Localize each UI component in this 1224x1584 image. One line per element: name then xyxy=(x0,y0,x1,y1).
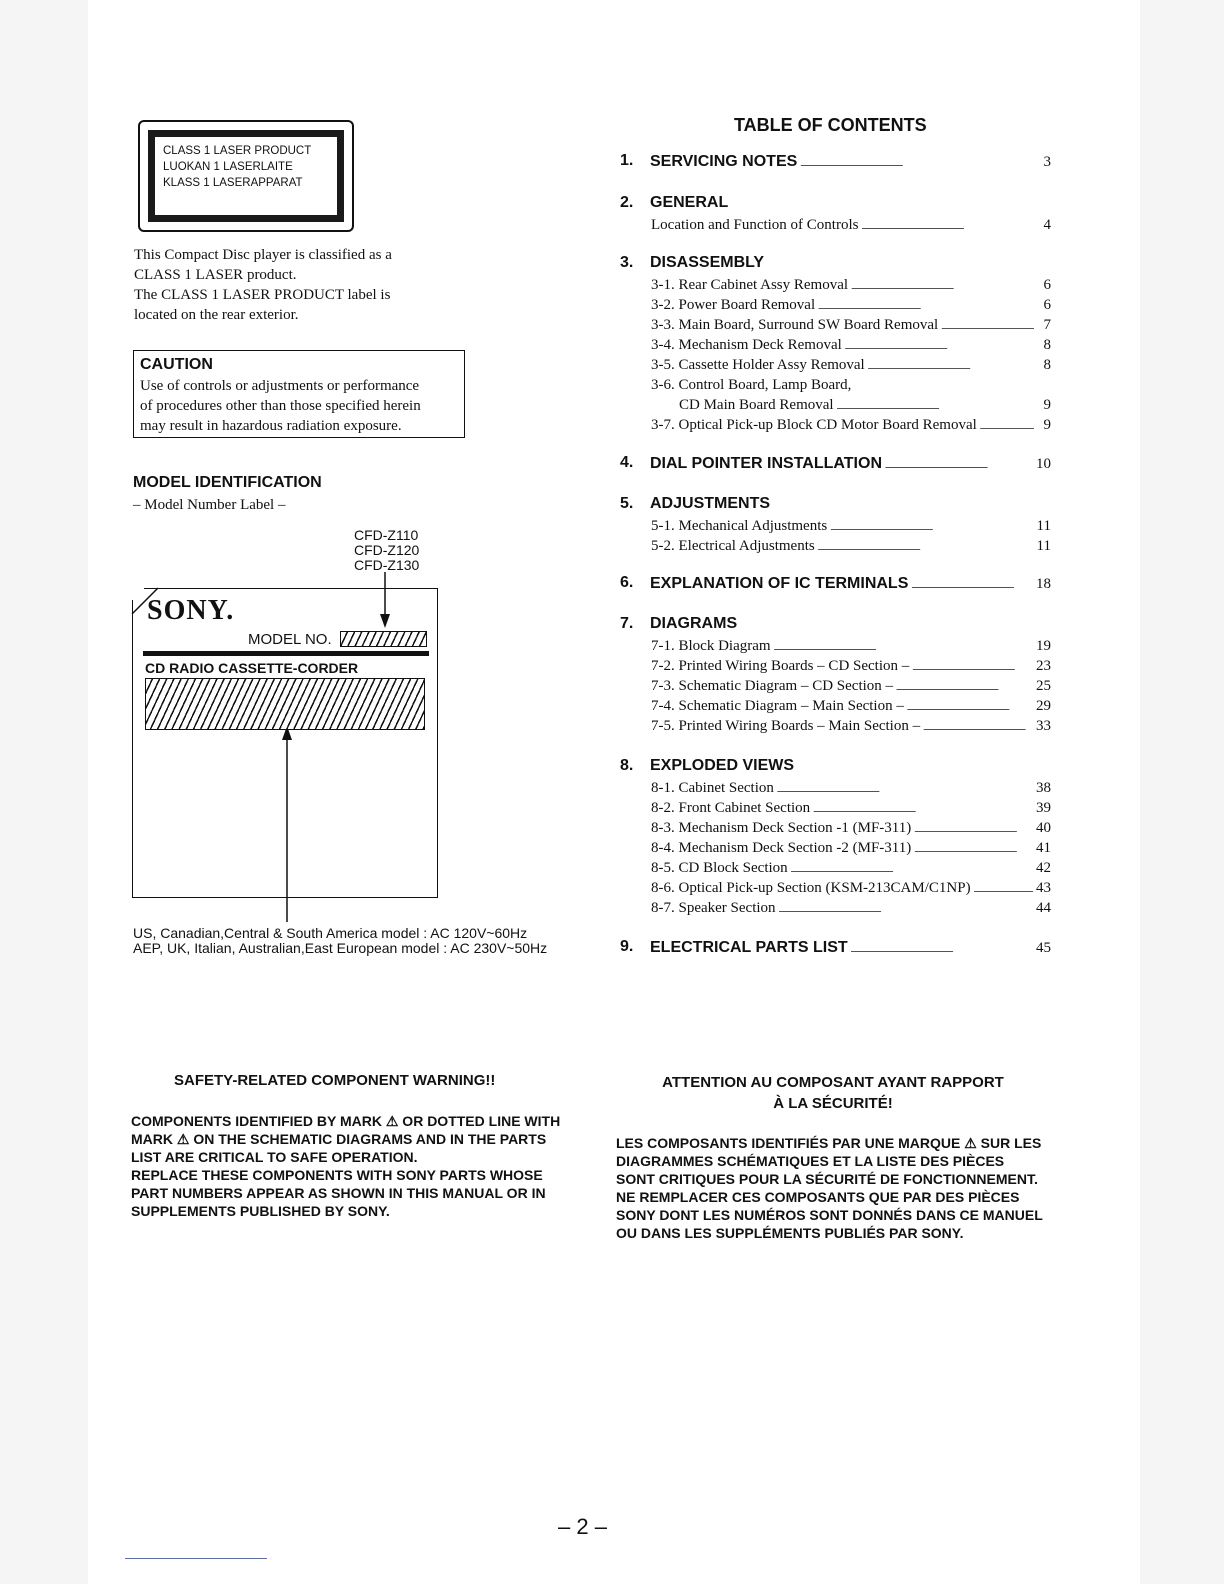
paragraph-line: located on the rear exterior. xyxy=(134,307,299,323)
toc-leader-dots xyxy=(791,858,1033,880)
warning-line: PART NUMBERS APPEAR AS SHOWN IN THIS MANUAL OR IN xyxy=(131,1185,546,1201)
toc-page-number: 23 xyxy=(1036,658,1051,674)
toc-item[interactable] xyxy=(651,355,1051,377)
model-identification-heading: MODEL IDENTIFICATION xyxy=(133,474,322,491)
toc-item[interactable] xyxy=(651,656,1051,678)
toc-item-label: 5-2. Electrical Adjustments xyxy=(651,538,815,554)
toc-item[interactable] xyxy=(651,696,1051,718)
toc-item-label: 7-2. Printed Wiring Boards – CD Section – xyxy=(651,658,910,674)
toc-leader-dots xyxy=(907,696,1033,718)
toc-leader-dots xyxy=(800,152,1034,174)
toc-leader-dots xyxy=(830,516,1033,538)
model-name: CFD-Z130 xyxy=(354,557,420,573)
toc-item-label: 3-6. Control Board, Lamp Board, xyxy=(651,377,852,393)
toc-section-number: 4. xyxy=(620,454,634,471)
model-name: CFD-Z110 xyxy=(354,527,419,543)
toc-leader-dots xyxy=(851,275,1034,297)
toc-leader-dots xyxy=(818,295,1034,317)
toc-page-number: 40 xyxy=(1036,820,1051,836)
toc-page-number: 6 xyxy=(1043,297,1051,313)
toc-item[interactable] xyxy=(651,838,1051,860)
scan-artefact-line xyxy=(125,1558,267,1559)
toc-section-title[interactable]: GENERAL xyxy=(650,194,729,211)
toc-section-title: DIAL POINTER INSTALLATION xyxy=(650,455,882,472)
toc-item-label: 8-4. Mechanism Deck Section -2 (MF-311) xyxy=(651,840,912,856)
toc-page-number: 39 xyxy=(1036,800,1051,816)
toc-page-number: 19 xyxy=(1036,638,1051,654)
toc-item[interactable] xyxy=(651,898,1051,920)
toc-page-number: 8 xyxy=(1043,357,1051,373)
toc-item[interactable] xyxy=(651,778,1051,800)
toc-page-number: 45 xyxy=(1036,940,1051,956)
toc-item[interactable] xyxy=(651,315,1051,337)
toc-leader-dots xyxy=(941,315,1034,337)
toc-leader-dots xyxy=(923,716,1033,738)
caution-title: CAUTION xyxy=(140,356,213,373)
toc-item[interactable] xyxy=(651,636,1051,658)
toc-item[interactable] xyxy=(651,516,1051,538)
warning-line: SONY DONT LES NUMÉROS SONT DONNÉS DANS CE MANUEL xyxy=(616,1207,1043,1223)
toc-leader-dots xyxy=(914,838,1033,860)
toc-section-number: 3. xyxy=(620,254,634,271)
toc-item-label: 8-6. Optical Pick-up Section (KSM-213CAM/C1NP) xyxy=(651,880,971,896)
toc-item-label: 7-1. Block Diagram xyxy=(651,638,771,654)
toc-section-title[interactable]: EXPLODED VIEWS xyxy=(650,757,795,774)
toc-page-number: 8 xyxy=(1043,337,1051,353)
paragraph-line: CLASS 1 LASER product. xyxy=(134,267,297,283)
toc-leader-dots xyxy=(911,574,1033,596)
toc-leader-dots xyxy=(837,395,1034,417)
warning-line: LIST ARE CRITICAL TO SAFE OPERATION. xyxy=(131,1149,418,1165)
toc-page-number: 3 xyxy=(1043,154,1051,170)
toc-page-number: 10 xyxy=(1036,456,1051,472)
toc-item-label: 8-7. Speaker Section xyxy=(651,900,776,916)
toc-page-number: 33 xyxy=(1036,718,1051,734)
warning-line: COMPONENTS IDENTIFIED BY MARK ⚠ OR DOTTED LINE WITH xyxy=(131,1113,561,1129)
toc-page-number: 29 xyxy=(1036,698,1051,714)
toc-page-number: 44 xyxy=(1036,900,1051,916)
toc-page-number: 4 xyxy=(1043,217,1051,233)
toc-section-row[interactable] xyxy=(650,574,1051,596)
model-no-label: MODEL NO. xyxy=(248,631,332,648)
toc-item-label: 3-2. Power Board Removal xyxy=(651,297,816,313)
toc-item[interactable] xyxy=(651,295,1051,317)
paragraph-line: This Compact Disc player is classified as a xyxy=(134,247,392,263)
voltage-info xyxy=(133,926,547,956)
sony-logo: SONY. xyxy=(147,595,235,626)
attention-title-line: À LA SÉCURITÉ! xyxy=(773,1095,893,1112)
model-name: CFD-Z120 xyxy=(354,542,420,558)
toc-leader-dots xyxy=(914,818,1033,840)
toc-leader-dots xyxy=(980,415,1034,437)
warning-line: DIAGRAMMES SCHÉMATIQUES ET LA LISTE DES PIÈCES xyxy=(616,1153,1005,1169)
toc-leader-dots xyxy=(912,656,1033,678)
warning-line: SUPPLEMENTS PUBLISHED BY SONY. xyxy=(131,1203,390,1219)
toc-item[interactable] xyxy=(651,215,1051,237)
toc-item-label: 3-5. Cassette Holder Assy Removal xyxy=(651,357,865,373)
warning-line: MARK ⚠ ON THE SCHEMATIC DIAGRAMS AND IN THE PARTS xyxy=(131,1131,547,1147)
toc-section-title[interactable]: DIAGRAMS xyxy=(650,615,738,632)
toc-page-number: 38 xyxy=(1036,780,1051,796)
toc-page-number: 11 xyxy=(1036,538,1051,554)
toc-item-label: 3-1. Rear Cabinet Assy Removal xyxy=(651,277,849,293)
toc-item-label: 8-5. CD Block Section xyxy=(651,860,788,876)
manual-page xyxy=(88,0,1140,1584)
toc-page-number: 42 xyxy=(1036,860,1051,876)
toc-item-label: 7-3. Schematic Diagram – CD Section – xyxy=(651,678,894,694)
toc-section-title: ELECTRICAL PARTS LIST xyxy=(650,939,848,956)
laser-label-line: CLASS 1 LASER PRODUCT xyxy=(163,145,312,157)
toc-item-label: 8-2. Front Cabinet Section xyxy=(651,800,811,816)
toc-leader-dots xyxy=(845,335,1034,357)
model-number-label-subheading: – Model Number Label – xyxy=(133,497,286,513)
toc-page-number: 25 xyxy=(1036,678,1051,694)
laser-label-line: LUOKAN 1 LASERLAITE xyxy=(163,161,293,173)
toc-leader-dots xyxy=(777,778,1033,800)
toc-page-number: 7 xyxy=(1043,317,1051,333)
caution-line: Use of controls or adjustments or performance xyxy=(140,378,420,394)
toc-item-label: 3-7. Optical Pick-up Block CD Motor Board Removal xyxy=(651,417,977,433)
page-number: – 2 – xyxy=(558,1514,607,1539)
warning-line: REPLACE THESE COMPONENTS WITH SONY PARTS WHOSE xyxy=(131,1167,543,1183)
toc-item[interactable] xyxy=(651,275,1051,297)
warning-line: LES COMPOSANTS IDENTIFIÉS PAR UNE MARQUE ⚠ SUR LES xyxy=(616,1135,1042,1151)
toc-page-number: 6 xyxy=(1043,277,1051,293)
attention-text xyxy=(616,1134,1043,1242)
caution-line: of procedures other than those specified herein xyxy=(140,398,421,414)
toc-page-number: 41 xyxy=(1036,840,1051,856)
toc-leader-dots xyxy=(896,676,1033,698)
toc-item[interactable] xyxy=(679,395,1051,417)
laser-label-line: KLASS 1 LASERAPPARAT xyxy=(163,177,303,189)
toc-leader-dots xyxy=(818,536,1034,558)
toc-item-label: 3-3. Main Board, Surround SW Board Removal xyxy=(651,317,939,333)
toc-item[interactable] xyxy=(651,798,1051,820)
toc-item-label: 7-4. Schematic Diagram – Main Section – xyxy=(651,698,904,714)
toc-item[interactable] xyxy=(651,716,1051,738)
toc-item[interactable] xyxy=(651,676,1051,698)
attention-title xyxy=(618,1072,1048,1114)
toc-item[interactable] xyxy=(651,536,1051,558)
toc-section-row[interactable] xyxy=(650,938,1051,960)
toc-section-number: 6. xyxy=(620,574,634,591)
warning-line: SONT CRITIQUES POUR LA SÉCURITÉ DE FONCTIONNEMENT. xyxy=(616,1171,1038,1187)
toc-section-row[interactable] xyxy=(650,454,1051,476)
toc-page-number: 9 xyxy=(1043,417,1051,433)
caution-line: may result in hazardous radiation exposure. xyxy=(140,418,402,434)
paragraph-line: The CLASS 1 LASER PRODUCT label is xyxy=(134,287,391,303)
model-no-field xyxy=(340,631,427,647)
toc-item-label: 8-1. Cabinet Section xyxy=(651,780,774,796)
toc-item-label: 8-3. Mechanism Deck Section -1 (MF-311) xyxy=(651,820,912,836)
toc-leader-dots xyxy=(861,215,1034,237)
toc-section-title[interactable]: DISASSEMBLY xyxy=(650,254,765,271)
toc-item-label: CD Main Board Removal xyxy=(679,397,834,413)
toc-section-title: SERVICING NOTES xyxy=(650,153,798,170)
toc-item[interactable] xyxy=(651,818,1051,840)
toc-page-number: 18 xyxy=(1036,576,1051,592)
toc-leader-dots xyxy=(813,798,1033,820)
attention-title-line: ATTENTION AU COMPOSANT AYANT RAPPORT xyxy=(662,1074,1004,1091)
toc-item[interactable] xyxy=(651,415,1051,437)
toc-section-number: 7. xyxy=(620,615,634,632)
label-divider xyxy=(143,651,429,656)
toc-section-title[interactable]: ADJUSTMENTS xyxy=(650,495,771,512)
serial-field xyxy=(145,678,425,730)
toc-section-number: 5. xyxy=(620,495,634,512)
toc-leader-dots xyxy=(779,898,1033,920)
toc-item-label: 7-5. Printed Wiring Boards – Main Section – xyxy=(651,718,921,734)
toc-item[interactable] xyxy=(651,335,1051,357)
safety-warning-text xyxy=(131,1112,560,1220)
model-number-label xyxy=(132,588,438,898)
toc-section-number: 1. xyxy=(620,152,634,169)
toc-item-label: Location and Function of Controls xyxy=(651,217,859,233)
toc-section-number: 2. xyxy=(620,194,634,211)
toc-item-label: 3-4. Mechanism Deck Removal xyxy=(651,337,842,353)
toc-leader-dots xyxy=(774,636,1033,658)
toc-section-row[interactable] xyxy=(650,152,1051,174)
toc-leader-dots xyxy=(974,878,1033,900)
toc-item[interactable] xyxy=(651,878,1051,900)
toc-leader-dots xyxy=(868,355,1034,377)
toc-page-number: 9 xyxy=(1043,397,1051,413)
voltage-line: AEP, UK, Italian, Australian,East European model : AC 230V~50Hz xyxy=(133,940,548,956)
toc-item-label: 5-1. Mechanical Adjustments xyxy=(651,518,828,534)
toc-title: TABLE OF CONTENTS xyxy=(734,115,927,135)
toc-section-number: 9. xyxy=(620,938,634,955)
toc-leader-dots xyxy=(885,454,1033,476)
warning-line: OU DANS LES SUPPLÉMENTS PUBLIÉS PAR SONY. xyxy=(616,1225,964,1241)
toc-section-number: 8. xyxy=(620,757,634,774)
toc-item[interactable] xyxy=(651,375,1051,395)
toc-page-number: 43 xyxy=(1036,880,1051,896)
product-name: CD RADIO CASSETTE-CORDER xyxy=(145,660,359,676)
toc-section-title: EXPLANATION OF IC TERMINALS xyxy=(650,575,909,592)
toc-item[interactable] xyxy=(651,858,1051,880)
toc-leader-dots xyxy=(851,938,1033,960)
warning-line: NE REMPLACER CES COMPOSANTS QUE PAR DES PIÈCES xyxy=(616,1189,1020,1205)
voltage-line: US, Canadian,Central & South America model : AC 120V~60Hz xyxy=(133,925,528,941)
safety-warning-title: SAFETY-RELATED COMPONENT WARNING!! xyxy=(174,1072,496,1089)
toc-page-number: 11 xyxy=(1036,518,1051,534)
